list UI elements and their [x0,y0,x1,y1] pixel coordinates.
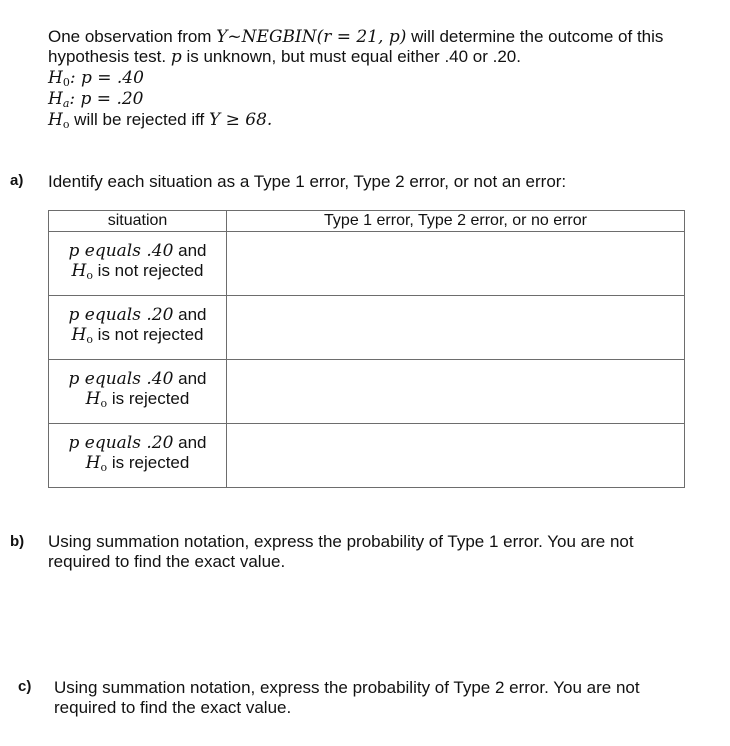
and-text: and [173,241,207,260]
intro-text: hypothesis test. [48,47,171,66]
distribution-notation: Y~NEGBIN(r = 21, p) [216,27,407,47]
ha-equation: : p = .20 [69,89,144,109]
h-subscript: a [62,97,70,110]
h-subscript: 0 [62,76,70,89]
h-symbol: H [71,325,87,345]
intro-line-1 [48,27,663,47]
rejection-condition: Y ≥ 68. [208,110,273,130]
part-a-label: a) [10,172,24,189]
h0-equation: : p = .40 [69,68,144,88]
h-symbol: H [71,261,87,281]
h-symbol: H [85,453,101,473]
p-equals-text: p equals .20 [68,305,174,325]
intro-text: One observation from [48,27,217,46]
situation-cell [49,360,227,424]
part-c-line-2: required to find the exact value. [54,698,292,717]
p-equals-text: p equals .40 [68,369,174,389]
h-symbol: H [85,389,101,409]
answer-cell[interactable] [227,360,685,424]
part-b-label: b) [10,533,25,550]
h-symbol: H [48,110,63,130]
situation-cell [49,232,227,296]
h-subscript: o [86,333,93,346]
p-equals-text: p equals .40 [68,241,174,261]
rejection-status: is rejected [107,389,190,408]
table-row [49,296,685,360]
part-c-line-1: Using summation notation, express the probability of Type 2 error. You are not [54,678,640,697]
rejection-text: will be rejected iff [69,110,209,129]
answer-cell[interactable] [227,232,685,296]
part-a-prompt: Identify each situation as a Type 1 error, Type 2 error, or not an error: [48,172,567,191]
p-equals-text: p equals .20 [68,433,174,453]
situation-cell [49,296,227,360]
rejection-status: is rejected [107,453,190,472]
part-b-line-2: required to find the exact value. [48,552,286,571]
rejection-rule [48,110,272,135]
part-c-label: c) [18,678,32,695]
error-classification-table [48,210,685,488]
h-subscript: o [100,397,108,410]
h-subscript: o [62,118,70,131]
table-row [49,424,685,488]
rejection-status: is not rejected [92,261,204,280]
h-symbol: H [48,89,63,109]
column-header-answer: Type 1 error, Type 2 error, or no error [227,211,685,232]
intro-text: is unknown, but must equal either .40 or .20. [181,47,521,66]
answer-cell[interactable] [227,424,685,488]
table-header-row [49,211,685,232]
p-variable: p [170,47,182,67]
and-text: and [173,369,207,388]
table-row [49,232,685,296]
intro-text: will determine the outcome of this [406,27,664,46]
column-header-situation: situation [49,211,227,232]
and-text: and [173,305,207,324]
answer-cell[interactable] [227,296,685,360]
situation-cell [49,424,227,488]
table-row [49,360,685,424]
intro-line-2 [48,47,521,67]
h-subscript: o [86,269,93,282]
h-symbol: H [48,68,63,88]
h-subscript: o [100,461,108,474]
rejection-status: is not rejected [92,325,204,344]
part-b-line-1: Using summation notation, express the probability of Type 1 error. You are not [48,532,634,551]
and-text: and [173,433,207,452]
